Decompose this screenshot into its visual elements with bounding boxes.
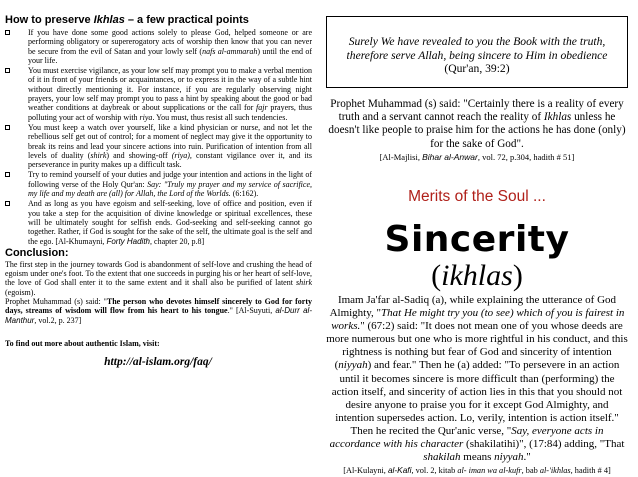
quran-verse-reference: (Qur'an, 39:2) — [444, 62, 510, 75]
text-run: Say: "Truly my prayer and my service of sacrifice, my life and my death are (all) for Allah, the Lord of the Worlds. — [28, 179, 312, 199]
text-run: [Al-Kulayni, — [343, 466, 388, 476]
text-run: shirk — [90, 150, 107, 160]
text-run: al- iman wa al-kufr — [457, 466, 522, 476]
text-run: prayers, thus polluting your act of worship with — [28, 103, 312, 122]
page-subtitle — [326, 260, 628, 292]
narration-reference — [343, 466, 611, 475]
text-run: And as long as you have egoism and self-seeking, love of office and position, even if you take a step for the acquisition of divine knowledge or spiritual excellences, these will be ultimately sought for selfish ends. God-seeking and self-seeking cannot go together. Rather, if God is sought for the sake of the self, the ultimate goal is the self and the ego. [Al-Khumayni, — [28, 199, 312, 246]
point-text — [28, 199, 312, 245]
hadith-reference — [380, 152, 575, 162]
text-run: Imam Ja'far al-Sadiq (a), while explaining the utterance of God Almighty, " — [329, 294, 617, 320]
text-run: The person who devotes himself sincerely to God for forty days, streams of wisdom will flow from his heart to his tongue — [5, 297, 312, 316]
text-run: , chapter 20, p.8] — [150, 236, 205, 246]
text-run: (6:162). — [230, 189, 259, 199]
text-run: ) and fear." Then he (a) added: "To persevere in an action until it becomes sincere is more difficult than (performing) the action itself, and sincerity of action lies in this that you should not desire anyone to praise you for it except God Almighty, and intention supersedes action. Lo, verily, intention is action itself." Then he recited the Qur'anic verse, " — [331, 359, 623, 437]
point-text — [28, 170, 312, 198]
text-run: al-Durr al-Manthur — [5, 306, 312, 325]
text-run: al-'ikhlas — [539, 466, 571, 476]
text-run: Say, everyone acts in accordance with his character — [329, 424, 604, 451]
heading-text: How to preserve — [5, 14, 94, 26]
practical-point-item — [4, 28, 312, 65]
conclusion-hadith — [5, 297, 312, 325]
conclusion-paragraph — [5, 260, 312, 297]
practical-points-list — [4, 28, 312, 246]
section-heading — [5, 14, 312, 27]
text-run: unless he doesn't like people to praise him for the actions he has done (only) for the sake of God". — [328, 111, 626, 150]
heading-text-rest: – a few practical points — [124, 14, 249, 26]
practical-point-item — [4, 199, 312, 245]
text-run: , vol. 72, p.304, hadith # 51] — [477, 151, 575, 162]
text-run: Bihar al-Anwar — [422, 151, 478, 162]
text-run: Forty Hadith — [106, 236, 151, 246]
point-text — [28, 28, 312, 65]
text-run: (riya), — [171, 150, 192, 160]
prophet-hadith — [326, 98, 628, 164]
hollow-square-bullet-icon — [5, 68, 10, 73]
point-text — [28, 123, 312, 169]
right-column — [326, 16, 628, 476]
text-run: " (67:2) said: "It does not mean one of you whose deeds are more numerous but one who is more rightful in his conduct, and this rightness is nothing but fear of God and sincerity of intention ( — [326, 320, 628, 372]
text-run: ." [Al-Suyuti, — [227, 306, 276, 316]
quran-verse-box — [326, 16, 628, 88]
text-run: shakilah — [423, 451, 461, 464]
text-run: Prophet Muhammad (s) said: "Certainly there is a reality of every truth and a servant cannot reach the reality of — [330, 98, 624, 124]
practical-point-item — [4, 123, 312, 169]
point-text — [28, 66, 312, 121]
text-run: means — [460, 451, 495, 464]
text-run: constant vigilance over it, and its perseverance in purity makes up a difficult task. — [28, 150, 312, 170]
left-column — [4, 14, 312, 446]
hollow-square-bullet-icon — [5, 30, 10, 35]
text-run: You must keep a watch over yourself, like a kind physician or nurse, and not let the rebellious self get out of control; for a moment of neglect may give it the opportunity to break its reins and lead your sincere actions into ruin. Purification of intention from all levels of duality ( — [28, 122, 312, 160]
text-run: riya — [139, 112, 153, 122]
text-run: niyyah — [338, 359, 368, 372]
text-run: , bab — [521, 466, 540, 476]
text-run: Try to remind yourself of your duties and judge your intention and actions in the light of following verse of the Holy Qur'an: — [28, 170, 312, 189]
text-run: ) and showing-off — [106, 150, 172, 160]
hollow-square-bullet-icon — [5, 172, 10, 177]
text-run: , vol. 2, kitab — [411, 466, 458, 476]
hollow-square-bullet-icon — [5, 125, 10, 130]
text-run: fajr — [256, 103, 268, 113]
text-run: al-Kafi — [387, 465, 412, 476]
text-run: If you have done some good actions solely to please God, helped someone or are performing obligatory or supererogatory acts of worship then know that you can never be secure from the evil of Satan and your lowly self ( — [28, 28, 312, 56]
text-run: shirk — [296, 278, 312, 288]
practical-point-item — [4, 66, 312, 122]
quran-verse-text: Surely We have revealed to you the Book with the truth, therefore serve Allah, being sincere to Him in obedience — [346, 35, 608, 62]
text-run: [Al-Majlisi, — [379, 151, 423, 162]
subtitle-paren-open: ( — [431, 259, 442, 293]
text-run: (shakilatihi)", (17:84) adding, "That — [463, 438, 625, 451]
text-run: ) until the end of your life. — [28, 46, 312, 65]
subtitle-paren-close: ) — [512, 259, 523, 293]
narration-text — [326, 294, 628, 463]
page-title: Sincerity — [384, 219, 570, 261]
text-run: (egoism). — [5, 287, 36, 297]
text-run: Ikhlas — [543, 111, 572, 124]
text-run: , hadith # 4] — [570, 466, 611, 476]
practical-point-item — [4, 170, 312, 198]
website-link[interactable]: http://al-islam.org/faq/ — [104, 355, 212, 368]
imam-sadiq-narration — [326, 294, 628, 477]
text-run: ." — [523, 451, 531, 464]
text-run: That He might try you (to see) which of you is fairest in works. — [331, 307, 625, 333]
text-run: Prophet Muhammad (s) said: " — [5, 297, 107, 307]
text-run: nafs al-ammarah — [202, 46, 258, 56]
conclusion-heading: Conclusion: — [5, 246, 69, 259]
text-run: The first step in the journey towards God is abandonment of self-love and crushing the head of egoism under one's foot. To the extent that one succeeds in purging his or her heart of self-love, the love of God shall enter it to the same extent and it shall also be purified of latent — [5, 259, 312, 288]
hollow-square-bullet-icon — [5, 201, 10, 206]
subtitle-word: ikhlas — [441, 259, 513, 293]
series-title: Merits of the Soul ... — [408, 188, 546, 206]
find-more-text: To find out more about authentic Islam, visit: — [5, 338, 160, 348]
text-run: niyyah — [494, 451, 524, 464]
heading-italic-word: Ikhlas — [93, 14, 125, 26]
hadith-text — [328, 98, 625, 150]
text-run: , vol.2, p. 237] — [34, 315, 82, 325]
text-run: You must exercise vigilance, as your low self may prompt you to make a verbal mention of it in front of your friends or acquaintances, or to express it in the way of a subtle hint without directly mentioning it. For instance, if you are regularly observing night prayers, your low self may prompt you to pass a hint by speaking about the good or bad weather conditions at daybreak or about supplications or the call for — [28, 66, 312, 113]
text-run: . You must, thus resist all such tendencies. — [152, 112, 288, 122]
